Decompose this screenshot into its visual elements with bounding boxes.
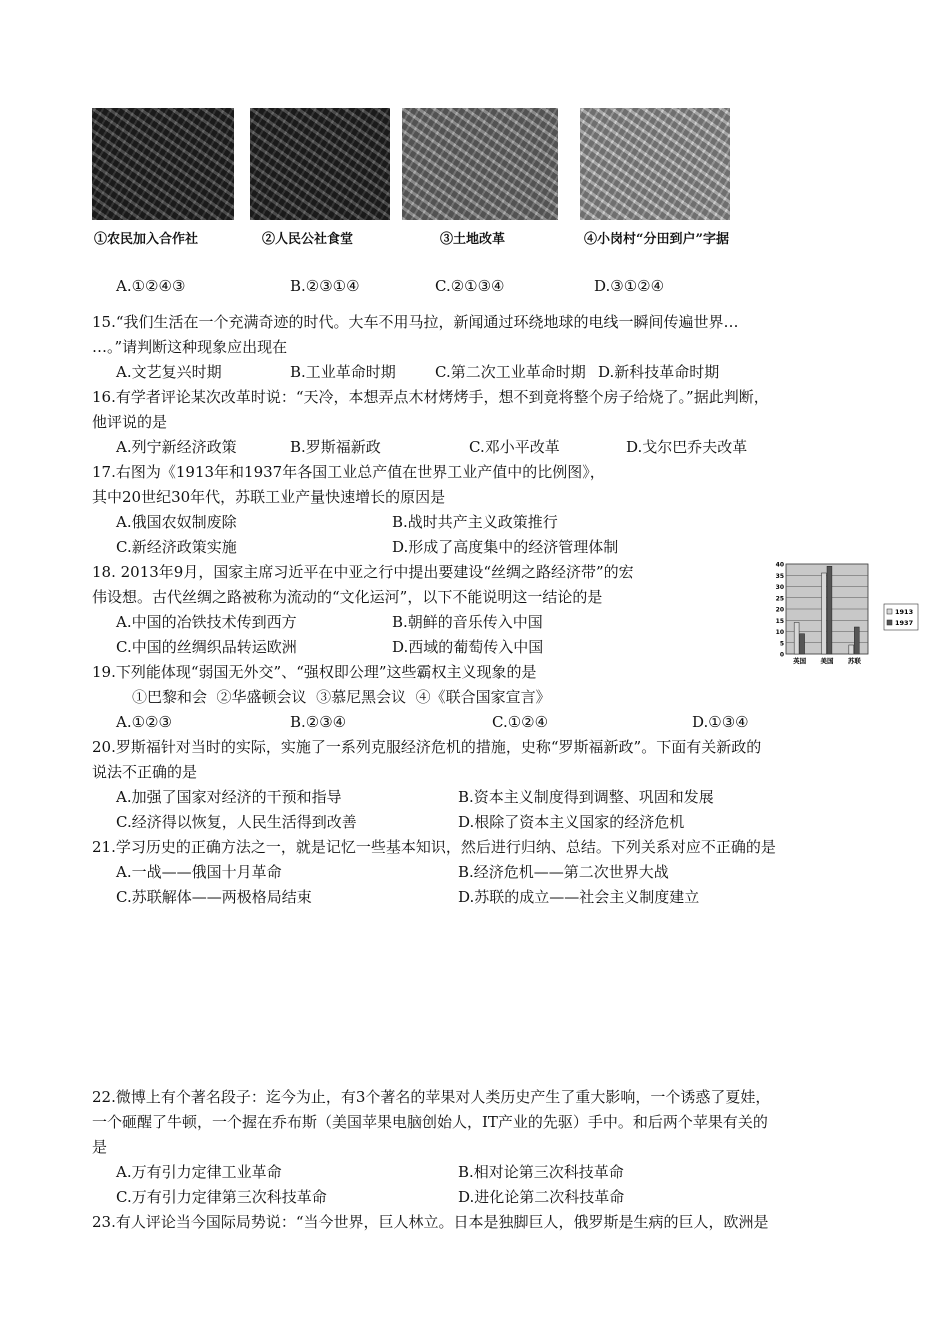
q20-option-c: C.经济得以恢复，人民生活得到改善 (116, 813, 357, 831)
q22-option-c: C.万有引力定律第三次科技革命 (116, 1188, 327, 1206)
q16-stem-line2: 他评说的是 (92, 413, 168, 431)
q22-option-a: A.万有引力定律工业革命 (116, 1163, 282, 1181)
bar-1937 (827, 566, 832, 654)
caption-1: ①农民加入合作社 (94, 232, 199, 247)
q19-items: ①巴黎和会 ②华盛顿会议 ③慕尼黑会议 ④《联合国家宣言》 (132, 688, 551, 706)
q17-option-c: C.新经济政策实施 (116, 538, 237, 556)
q19-option-a: A.①②③ (116, 713, 172, 731)
q15-option-d: D.新科技革命时期 (598, 363, 720, 381)
q19-option-d: D.①③④ (692, 713, 749, 731)
q21-stem: 21.学习历史的正确方法之一，就是记忆一些基本知识，然后进行归纳、总结。下列关系对应不正确的是 (92, 838, 776, 856)
q16-stem-line1: 16.有学者评论某次改革时说：“天冷，本想弄点木材烤烤手，想不到竟将整个房子给烧了。”据此判断， (92, 388, 769, 406)
bar-1937 (854, 627, 859, 654)
y-tick-label: 0 (779, 651, 784, 659)
q20-option-b: B.资本主义制度得到调整、巩固和发展 (458, 788, 714, 806)
q15-option-a: A.文艺复兴时期 (116, 363, 222, 381)
q17-stem-line2: 其中20世纪30年代，苏联工业产量快速增长的原因是 (92, 488, 446, 506)
y-tick-label: 30 (775, 584, 784, 591)
caption-3: ③土地改革 (440, 232, 506, 247)
q20-stem-line1: 20.罗斯福针对当时的实际，实施了一系列克服经济危机的措施，史称“罗斯福新政”。下面有关新政的 (92, 738, 762, 756)
caption-2: ②人民公社食堂 (262, 232, 354, 247)
photo-xiaogang-contract (580, 108, 730, 220)
photo-commune-canteen (250, 108, 390, 220)
photo-land-reform (402, 108, 558, 220)
q14-option-a: A.①②④③ (116, 277, 186, 295)
q18-option-b: B.朝鲜的音乐传入中国 (392, 613, 543, 631)
q19-option-c: C.①②④ (492, 713, 549, 731)
legend-label: 1937 (895, 619, 914, 627)
x-tick-label: 美国 (820, 657, 834, 665)
x-tick-label: 英国 (793, 657, 807, 665)
q18-stem-line2: 伟设想。古代丝绸之路被称为流动的“文化运河”，以下不能说明这一结论的是 (92, 588, 603, 606)
q16-option-c: C.邓小平改革 (469, 438, 560, 456)
q17-stem-line1: 17.右图为《1913年和1937年各国工业总产值在世界工业产值中的比例图》， (92, 463, 605, 481)
bar-1913 (822, 573, 827, 654)
q21-option-a: A.一战——俄国十月革命 (116, 863, 282, 881)
q19-option-b: B.②③④ (290, 713, 347, 731)
q17-option-b: B.战时共产主义政策推行 (392, 513, 558, 531)
q21-option-b: B.经济危机——第二次世界大战 (458, 863, 669, 881)
q17-option-a: A.俄国农奴制废除 (116, 513, 237, 531)
q20-option-d: D.根除了资本主义国家的经济危机 (458, 813, 685, 831)
legend-swatch (887, 609, 892, 614)
q22-stem-line2: 一个砸醒了牛顿，一个握在乔布斯（美国苹果电脑创始人，IT产业的先驱）手中。和后两个苹果有关的 (92, 1113, 768, 1131)
bar-1913 (849, 645, 854, 654)
y-tick-label: 40 (775, 561, 784, 569)
y-tick-label: 5 (779, 640, 784, 648)
q17-option-d: D.形成了高度集中的经济管理体制 (392, 538, 619, 556)
q15-option-c: C.第二次工业革命时期 (435, 363, 586, 381)
q23-stem-line1: 23.有人评论当今国际局势说：“当今世界，巨人林立。日本是独脚巨人，俄罗斯是生病的巨人，欧洲是 (92, 1213, 769, 1231)
q18-option-d: D.西域的葡萄传入中国 (392, 638, 544, 656)
q18-stem-line1: 18. 2013年9月，国家主席习近平在中亚之行中提出要建设“丝绸之路经济带”的宏 (92, 563, 634, 581)
q15-stem-line2: …。”请判断这种现象应出现在 (92, 338, 288, 356)
q22-option-b: B.相对论第三次科技革命 (458, 1163, 624, 1181)
industrial-output-chart (768, 560, 928, 670)
bar-1913 (794, 623, 799, 655)
q21-option-c: C.苏联解体——两极格局结束 (116, 888, 312, 906)
legend-label: 1913 (895, 608, 914, 616)
y-tick-label: 35 (775, 572, 784, 580)
q16-option-d: D.戈尔巴乔夫改革 (626, 438, 748, 456)
q14-option-d: D.③①②④ (594, 277, 665, 295)
caption-4: ④小岗村“分田到户”字据 (584, 232, 729, 247)
q20-stem-line2: 说法不正确的是 (92, 763, 198, 781)
q22-stem-line3: 是 (92, 1138, 108, 1156)
q18-option-a: A.中国的冶铁技术传到西方 (116, 613, 297, 631)
q15-option-b: B.工业革命时期 (290, 363, 396, 381)
photo-farmers-cooperative (92, 108, 234, 220)
q16-option-b: B.罗斯福新政 (290, 438, 381, 456)
q14-option-c: C.②①③④ (435, 277, 505, 295)
y-tick-label: 10 (775, 629, 784, 636)
y-tick-label: 25 (775, 595, 784, 603)
q14-option-b: B.②③①④ (290, 277, 360, 295)
q18-option-c: C.中国的丝绸织品转运欧洲 (116, 638, 297, 656)
q15-stem-line1: 15.“我们生活在一个充满奇迹的时代。大车不用马拉，新闻通过环绕地球的电线一瞬间传遍世界… (92, 313, 739, 331)
q21-option-d: D.苏联的成立——社会主义制度建立 (458, 888, 700, 906)
q22-option-d: D.进化论第二次科技革命 (458, 1188, 625, 1206)
y-tick-label: 20 (775, 606, 784, 614)
x-tick-label: 苏联 (847, 657, 861, 665)
q22-stem-line1: 22.微博上有个著名段子：迄今为止，有3个著名的苹果对人类历史产生了重大影响，一个诱惑了夏娃， (92, 1088, 771, 1106)
q19-stem: 19.下列能体现“弱国无外交”、“强权即公理”这些霸权主义现象的是 (92, 663, 537, 681)
legend-swatch (887, 620, 892, 625)
q20-option-a: A.加强了国家对经济的干预和指导 (116, 788, 342, 806)
bar-1937 (800, 634, 805, 654)
q16-option-a: A.列宁新经济政策 (116, 438, 237, 456)
y-tick-label: 15 (775, 617, 784, 625)
